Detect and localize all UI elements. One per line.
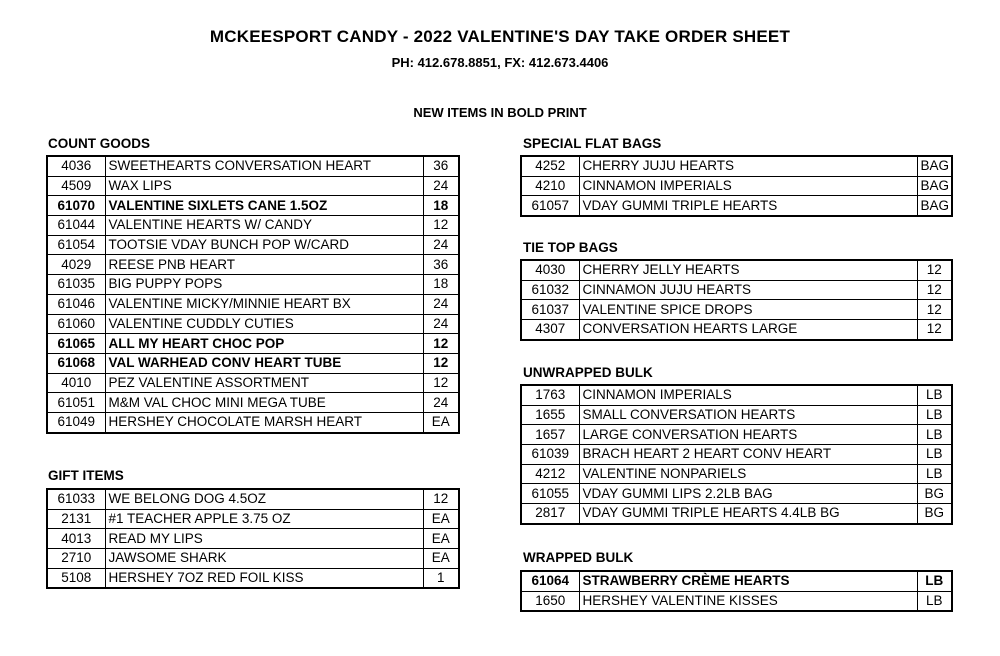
item-qty: LB [917, 405, 952, 425]
item-qty: 36 [423, 255, 459, 275]
item-qty: 12 [917, 280, 952, 300]
item-row [47, 568, 459, 588]
special-flat-bags-title: SPECIAL FLAT BAGS [523, 136, 662, 151]
item-qty: 18 [423, 275, 459, 295]
item-qty: EA [423, 412, 459, 432]
item-qty: BAG [917, 176, 952, 196]
item-name: HERSHEY VALENTINE KISSES [579, 591, 917, 611]
item-row [47, 373, 459, 393]
item-qty: 12 [423, 489, 459, 509]
special-flat-bags-table [520, 155, 953, 217]
item-name: VALENTINE CUDDLY CUTIES [105, 314, 423, 334]
item-name: HERSHEY 7OZ RED FOIL KISS [105, 568, 423, 588]
item-row [47, 176, 459, 196]
item-qty: 12 [917, 320, 952, 340]
item-name: LARGE CONVERSATION HEARTS [579, 425, 917, 445]
count-goods-title: COUNT GOODS [48, 136, 151, 151]
item-name: CHERRY JUJU HEARTS [579, 156, 917, 176]
item-code: 61051 [47, 393, 105, 413]
item-code: 61065 [47, 334, 105, 354]
item-code: 61049 [47, 412, 105, 432]
item-row [47, 549, 459, 569]
item-name: M&M VAL CHOC MINI MEGA TUBE [105, 393, 423, 413]
item-code: 2710 [47, 549, 105, 569]
item-code: 2131 [47, 509, 105, 529]
item-code: 4212 [521, 464, 579, 484]
item-qty: 36 [423, 156, 459, 176]
item-qty: 1 [423, 568, 459, 588]
item-qty: EA [423, 529, 459, 549]
item-qty: LB [917, 445, 952, 465]
item-row [521, 464, 952, 484]
item-row [47, 393, 459, 413]
item-row [521, 405, 952, 425]
item-code: 61037 [521, 300, 579, 320]
item-code: 61055 [521, 484, 579, 504]
item-row [521, 280, 952, 300]
item-row [521, 445, 952, 465]
item-row [521, 156, 952, 176]
item-row [47, 216, 459, 236]
item-row [521, 484, 952, 504]
item-row [47, 509, 459, 529]
item-name: CINNAMON IMPERIALS [579, 385, 917, 405]
item-qty: 12 [423, 216, 459, 236]
item-code: 61033 [47, 489, 105, 509]
unwrapped-bulk-table [520, 384, 953, 525]
item-code: 1650 [521, 591, 579, 611]
item-code: 61054 [47, 235, 105, 255]
item-code: 61046 [47, 294, 105, 314]
item-code: 2817 [521, 504, 579, 524]
item-name: CONVERSATION HEARTS LARGE [579, 320, 917, 340]
item-qty: 12 [423, 353, 459, 373]
item-qty: 24 [423, 314, 459, 334]
bold-note: NEW ITEMS IN BOLD PRINT [413, 105, 587, 120]
gift-items-table [46, 488, 460, 589]
item-qty: 24 [423, 235, 459, 255]
item-code: 4509 [47, 176, 105, 196]
item-code: 61068 [47, 353, 105, 373]
item-code: 61070 [47, 196, 105, 216]
item-name: CINNAMON JUJU HEARTS [579, 280, 917, 300]
item-qty: EA [423, 509, 459, 529]
item-code: 4252 [521, 156, 579, 176]
item-row [521, 591, 952, 611]
item-name: READ MY LIPS [105, 529, 423, 549]
item-name: HERSHEY CHOCOLATE MARSH HEART [105, 412, 423, 432]
item-row [47, 412, 459, 432]
item-code: 61057 [521, 196, 579, 216]
item-name: JAWSOME SHARK [105, 549, 423, 569]
item-qty: LB [917, 591, 952, 611]
item-qty: 18 [423, 196, 459, 216]
item-row [47, 489, 459, 509]
item-row [47, 255, 459, 275]
item-row [47, 353, 459, 373]
wrapped-bulk-title: WRAPPED BULK [523, 550, 634, 565]
item-row [521, 260, 952, 280]
unwrapped-bulk-title: UNWRAPPED BULK [523, 365, 653, 380]
item-qty: 12 [423, 373, 459, 393]
item-code: 4210 [521, 176, 579, 196]
item-name: WAX LIPS [105, 176, 423, 196]
item-name: WE BELONG DOG 4.5OZ [105, 489, 423, 509]
item-row [47, 529, 459, 549]
item-row [521, 425, 952, 445]
item-code: 61039 [521, 445, 579, 465]
item-name: PEZ VALENTINE ASSORTMENT [105, 373, 423, 393]
item-qty: EA [423, 549, 459, 569]
item-row [521, 571, 952, 591]
item-qty: BG [917, 484, 952, 504]
item-row [521, 504, 952, 524]
item-name: BIG PUPPY POPS [105, 275, 423, 295]
tie-top-bags-table [520, 259, 953, 341]
item-code: 61060 [47, 314, 105, 334]
item-row [521, 385, 952, 405]
item-code: 1655 [521, 405, 579, 425]
item-name: TOOTSIE VDAY BUNCH POP W/CARD [105, 235, 423, 255]
item-code: 4029 [47, 255, 105, 275]
item-code: 5108 [47, 568, 105, 588]
item-name: #1 TEACHER APPLE 3.75 OZ [105, 509, 423, 529]
item-name: VDAY GUMMI TRIPLE HEARTS 4.4LB BG [579, 504, 917, 524]
wrapped-bulk-table [520, 570, 953, 612]
item-qty: BG [917, 504, 952, 524]
gift-items-title: GIFT ITEMS [48, 468, 124, 483]
item-name: VAL WARHEAD CONV HEART TUBE [105, 353, 423, 373]
item-row [521, 300, 952, 320]
item-name: SMALL CONVERSATION HEARTS [579, 405, 917, 425]
item-row [47, 156, 459, 176]
item-code: 4036 [47, 156, 105, 176]
item-name: SWEETHEARTS CONVERSATION HEART [105, 156, 423, 176]
tie-top-bags-title: TIE TOP BAGS [523, 240, 618, 255]
item-row [47, 334, 459, 354]
item-qty: LB [917, 464, 952, 484]
item-name: VALENTINE SIXLETS CANE 1.5OZ [105, 196, 423, 216]
item-row [521, 196, 952, 216]
item-qty: BAG [917, 196, 952, 216]
item-qty: 24 [423, 393, 459, 413]
item-code: 61035 [47, 275, 105, 295]
item-code: 61044 [47, 216, 105, 236]
item-row [47, 314, 459, 334]
item-name: VDAY GUMMI LIPS 2.2LB BAG [579, 484, 917, 504]
item-name: CHERRY JELLY HEARTS [579, 260, 917, 280]
item-name: VALENTINE SPICE DROPS [579, 300, 917, 320]
item-row [47, 294, 459, 314]
item-name: BRACH HEART 2 HEART CONV HEART [579, 445, 917, 465]
item-qty: 12 [423, 334, 459, 354]
item-code: 4010 [47, 373, 105, 393]
item-row [521, 176, 952, 196]
item-qty: LB [917, 425, 952, 445]
item-code: 4307 [521, 320, 579, 340]
item-qty: BAG [917, 156, 952, 176]
item-qty: LB [917, 571, 952, 591]
item-row [47, 275, 459, 295]
count-goods-table [46, 155, 460, 434]
item-name: REESE PNB HEART [105, 255, 423, 275]
page-title: MCKEESPORT CANDY - 2022 VALENTINE'S DAY TAKE ORDER SHEET [209, 27, 791, 46]
contact-line: PH: 412.678.8851, FX: 412.673.4406 [391, 55, 609, 70]
item-name: VALENTINE NONPARIELS [579, 464, 917, 484]
item-name: VALENTINE MICKY/MINNIE HEART BX [105, 294, 423, 314]
item-code: 1657 [521, 425, 579, 445]
item-qty: 12 [917, 300, 952, 320]
item-qty: 12 [917, 260, 952, 280]
item-name: STRAWBERRY CRÈME HEARTS [579, 571, 917, 591]
item-row [47, 235, 459, 255]
item-code: 4013 [47, 529, 105, 549]
item-code: 61064 [521, 571, 579, 591]
item-qty: 24 [423, 294, 459, 314]
item-qty: LB [917, 385, 952, 405]
item-name: CINNAMON IMPERIALS [579, 176, 917, 196]
item-name: ALL MY HEART CHOC POP [105, 334, 423, 354]
item-code: 61032 [521, 280, 579, 300]
item-qty: 24 [423, 176, 459, 196]
item-row [47, 196, 459, 216]
item-code: 4030 [521, 260, 579, 280]
item-row [521, 320, 952, 340]
item-code: 1763 [521, 385, 579, 405]
item-name: VALENTINE HEARTS W/ CANDY [105, 216, 423, 236]
item-name: VDAY GUMMI TRIPLE HEARTS [579, 196, 917, 216]
